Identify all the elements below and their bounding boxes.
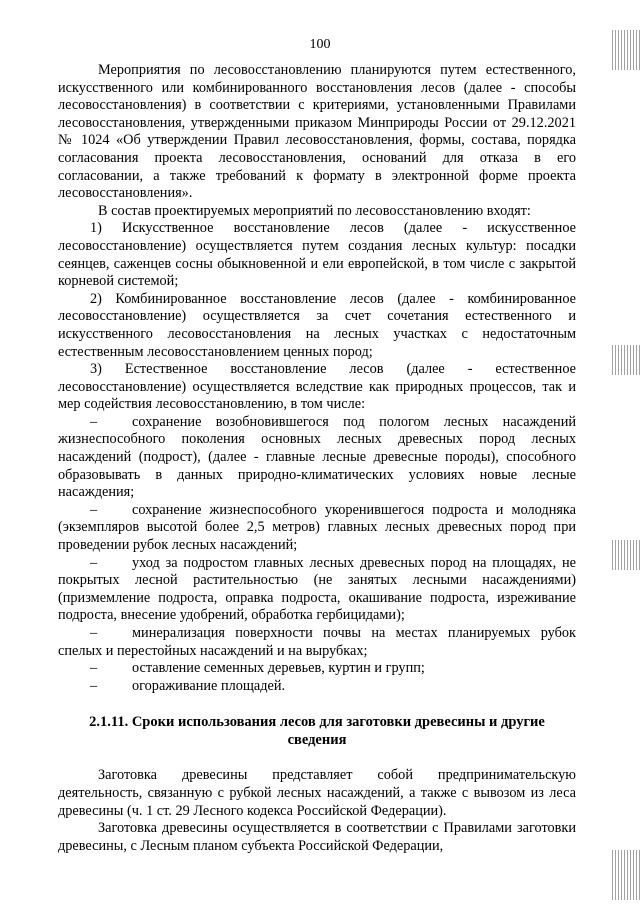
page-number: 100 [309, 37, 331, 52]
item-combined: 2) Комбинированное восстановление лесов (далее - комбинированное лесовосстановление) осуществляется за счет сочетания естественного и искусственного лесовосстановления на лесных участках с недостаточным естественным лесовосстановлением ценных пород; [58, 290, 576, 360]
dash-item: – сохранение жизнеспособного укоренившегося подроста и молодняка (экземпляров высотой более 2,5 метров) главных лесных древесных пород при проведении рубок лесных насаждений; [58, 501, 576, 554]
dash-item: – минерализация поверхности почвы на местах планируемых рубок спелых и перестойных насаждений и на вырубках; [58, 625, 576, 659]
scan-artifact [612, 850, 640, 900]
dash-marker: – [90, 625, 98, 641]
paragraph-harvest-rules: Заготовка древесины осуществляется в соответствии с Правилами заготовки древесины, с Лесным планом субъекта Российской Федерации, [58, 820, 576, 854]
dash-item: – сохранение возобновившегося под пологом лесных насаждений жизнеспособного поколения основных лесных древесных пород лесных насаждений (подрост), (далее - главные лесные древесные породы), способного образовывать в данных природно-климатических условиях новые лесные насаждения; [58, 413, 576, 501]
dash-marker: – [90, 501, 98, 518]
dash-item: – уход за подростом главных лесных древесных пород на площадях, не покрытых лесной растительностью (не занятых лесными насаждениями) (призмемление подроста, оправка подроста, окашивание подроста, изреживание подроста, внесение удобрений, обработка гербицидами); [58, 554, 576, 624]
dash-marker: – [90, 413, 98, 430]
paragraph-composition: В состав проектируемых мероприятий по лесовосстановлению входят: [98, 202, 531, 219]
document-body [58, 62, 576, 855]
dash-list [58, 414, 576, 696]
section-heading: 2.1.11. Сроки использования лесов для заготовки древесины и другие сведения [89, 714, 545, 749]
dash-item: – оставление семенных деревьев, куртин и групп; [58, 660, 576, 678]
dash-marker: – [90, 554, 98, 571]
scan-artifact [612, 540, 640, 570]
dash-item: – огораживание площадей. [58, 678, 576, 696]
paragraph-harvest-definition: Заготовка древесины представляет собой предпринимательскую деятельность, связанную с рубкой лесных насаждений, а также с вывозом из леса древесины (ч. 1 ст. 29 Лесного кодекса Российской Федерации). [58, 767, 576, 819]
dash-marker: – [90, 677, 98, 694]
paragraph-methods: Мероприятия по лесовосстановлению планируются путем естественного, искусственного или комбинированного восстановления лесов (далее - способы лесовосстановления) в соответствии с критериями, установленными Правилами лесовосстановления, утвержденными приказом Минприроды России от 29.12.2021 № 1024 «Об утверждении Правил лесовосстановления, формы, состава, порядка согласования проекта лесовосстановления, оснований для отказа в его согласовании, а также требований к формату в электронной форме проекта лесовосстановления». [58, 62, 576, 202]
item-artificial: 1) Искусственное восстановление лесов (далее - искусственное лесовосстановление) осуществляется путем создания лесных культур: посадки сеянцев, саженцев сосны обыкновенной и ели европейской, в том числе с закрытой корневой системой; [58, 220, 576, 290]
scan-artifact [612, 345, 640, 375]
scan-artifact [612, 30, 640, 70]
item-natural: 3) Естественное восстановление лесов (далее - естественное лесовосстановление) осуществляется вследствие как природных процессов, так и мер содействия лесовосстановлению, в том числе: [58, 361, 576, 413]
dash-marker: – [90, 660, 98, 677]
